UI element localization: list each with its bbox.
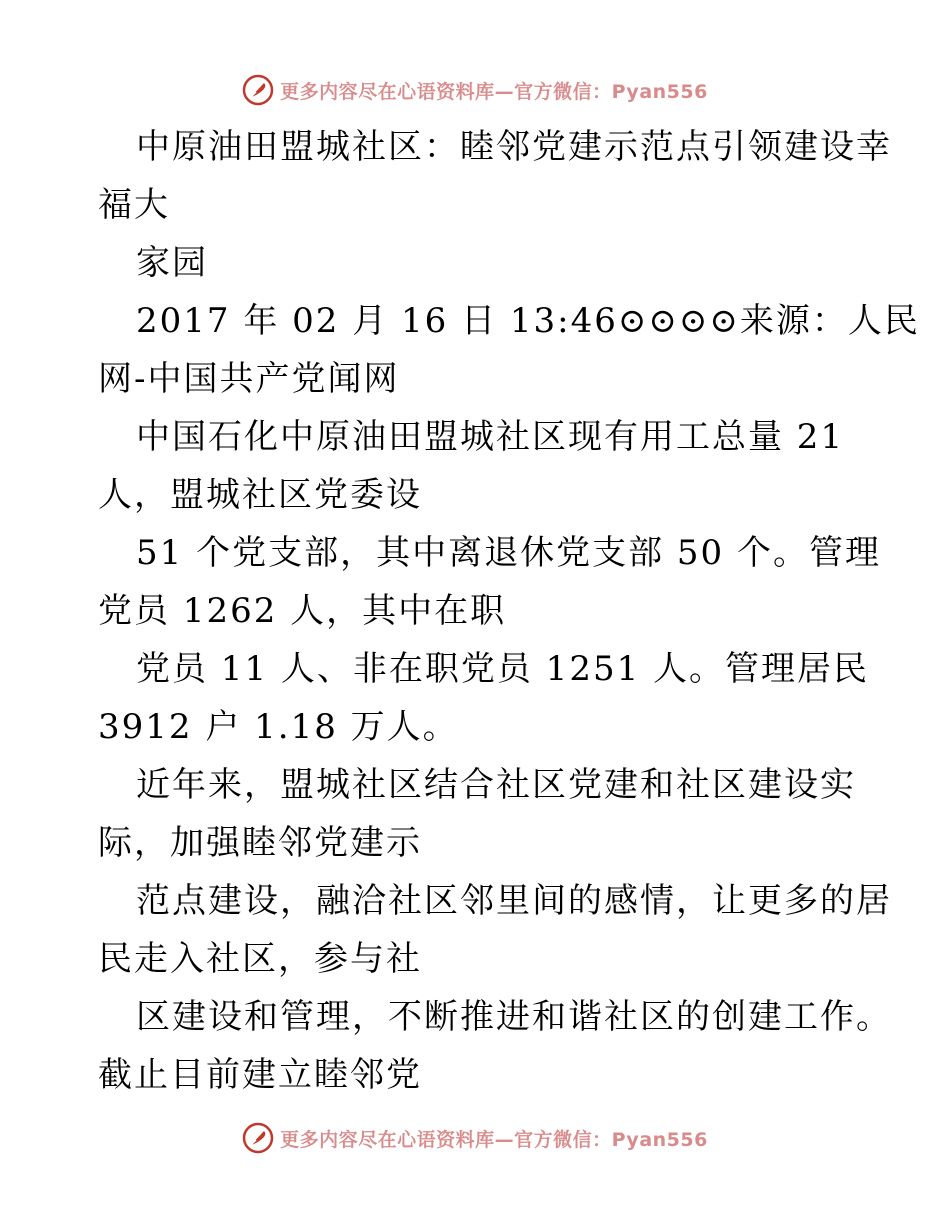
feather-pen-logo-icon [242,74,274,106]
header-banner [0,70,950,110]
document-line: 51 个党支部，其中离退休党支部 50 个。管理 [136,533,881,573]
document-line: 3912 户 1.18 万人。 [98,707,459,747]
document-body [98,118,920,1104]
document-line: 区建设和管理，不断推进和谐社区的创建工作。 [136,997,892,1037]
document-line: 家园 [136,243,208,283]
document-line: 中国石化中原油田盟城社区现有用工总量 21 [136,417,845,457]
footer-banner-text: 更多内容尽在心语资料库—官方微信：Pyan556 [280,1128,708,1151]
document-line: 范点建设，融洽社区邻里间的感情，让更多的居 [136,881,892,921]
feather-pen-logo-icon [242,1122,274,1154]
document-line: 中原油田盟城社区：睦邻党建示范点引领建设幸 [136,127,892,167]
document-line: 民走入社区，参与社 [98,939,422,979]
document-line: 福大 [98,185,170,225]
document-line: 人，盟城社区党委设 [98,475,422,515]
document-line: 党员 1262 人，其中在职 [98,591,507,631]
document-line: 2017 年 02 月 16 日 13:46⊙⊙⊙⊙来源：人民 [136,301,920,341]
document-line: 截止目前建立睦邻党 [98,1055,422,1095]
document-line: 党员 11 人、非在职党员 1251 人。管理居民 [136,649,870,689]
document-line: 网-中国共产党闻网 [98,359,400,399]
document-line: 近年来，盟城社区结合社区党建和社区建设实 [136,765,856,805]
header-banner-text: 更多内容尽在心语资料库—官方微信：Pyan556 [280,80,708,103]
document-line: 际，加强睦邻党建示 [98,823,422,863]
footer-banner [0,1118,950,1158]
